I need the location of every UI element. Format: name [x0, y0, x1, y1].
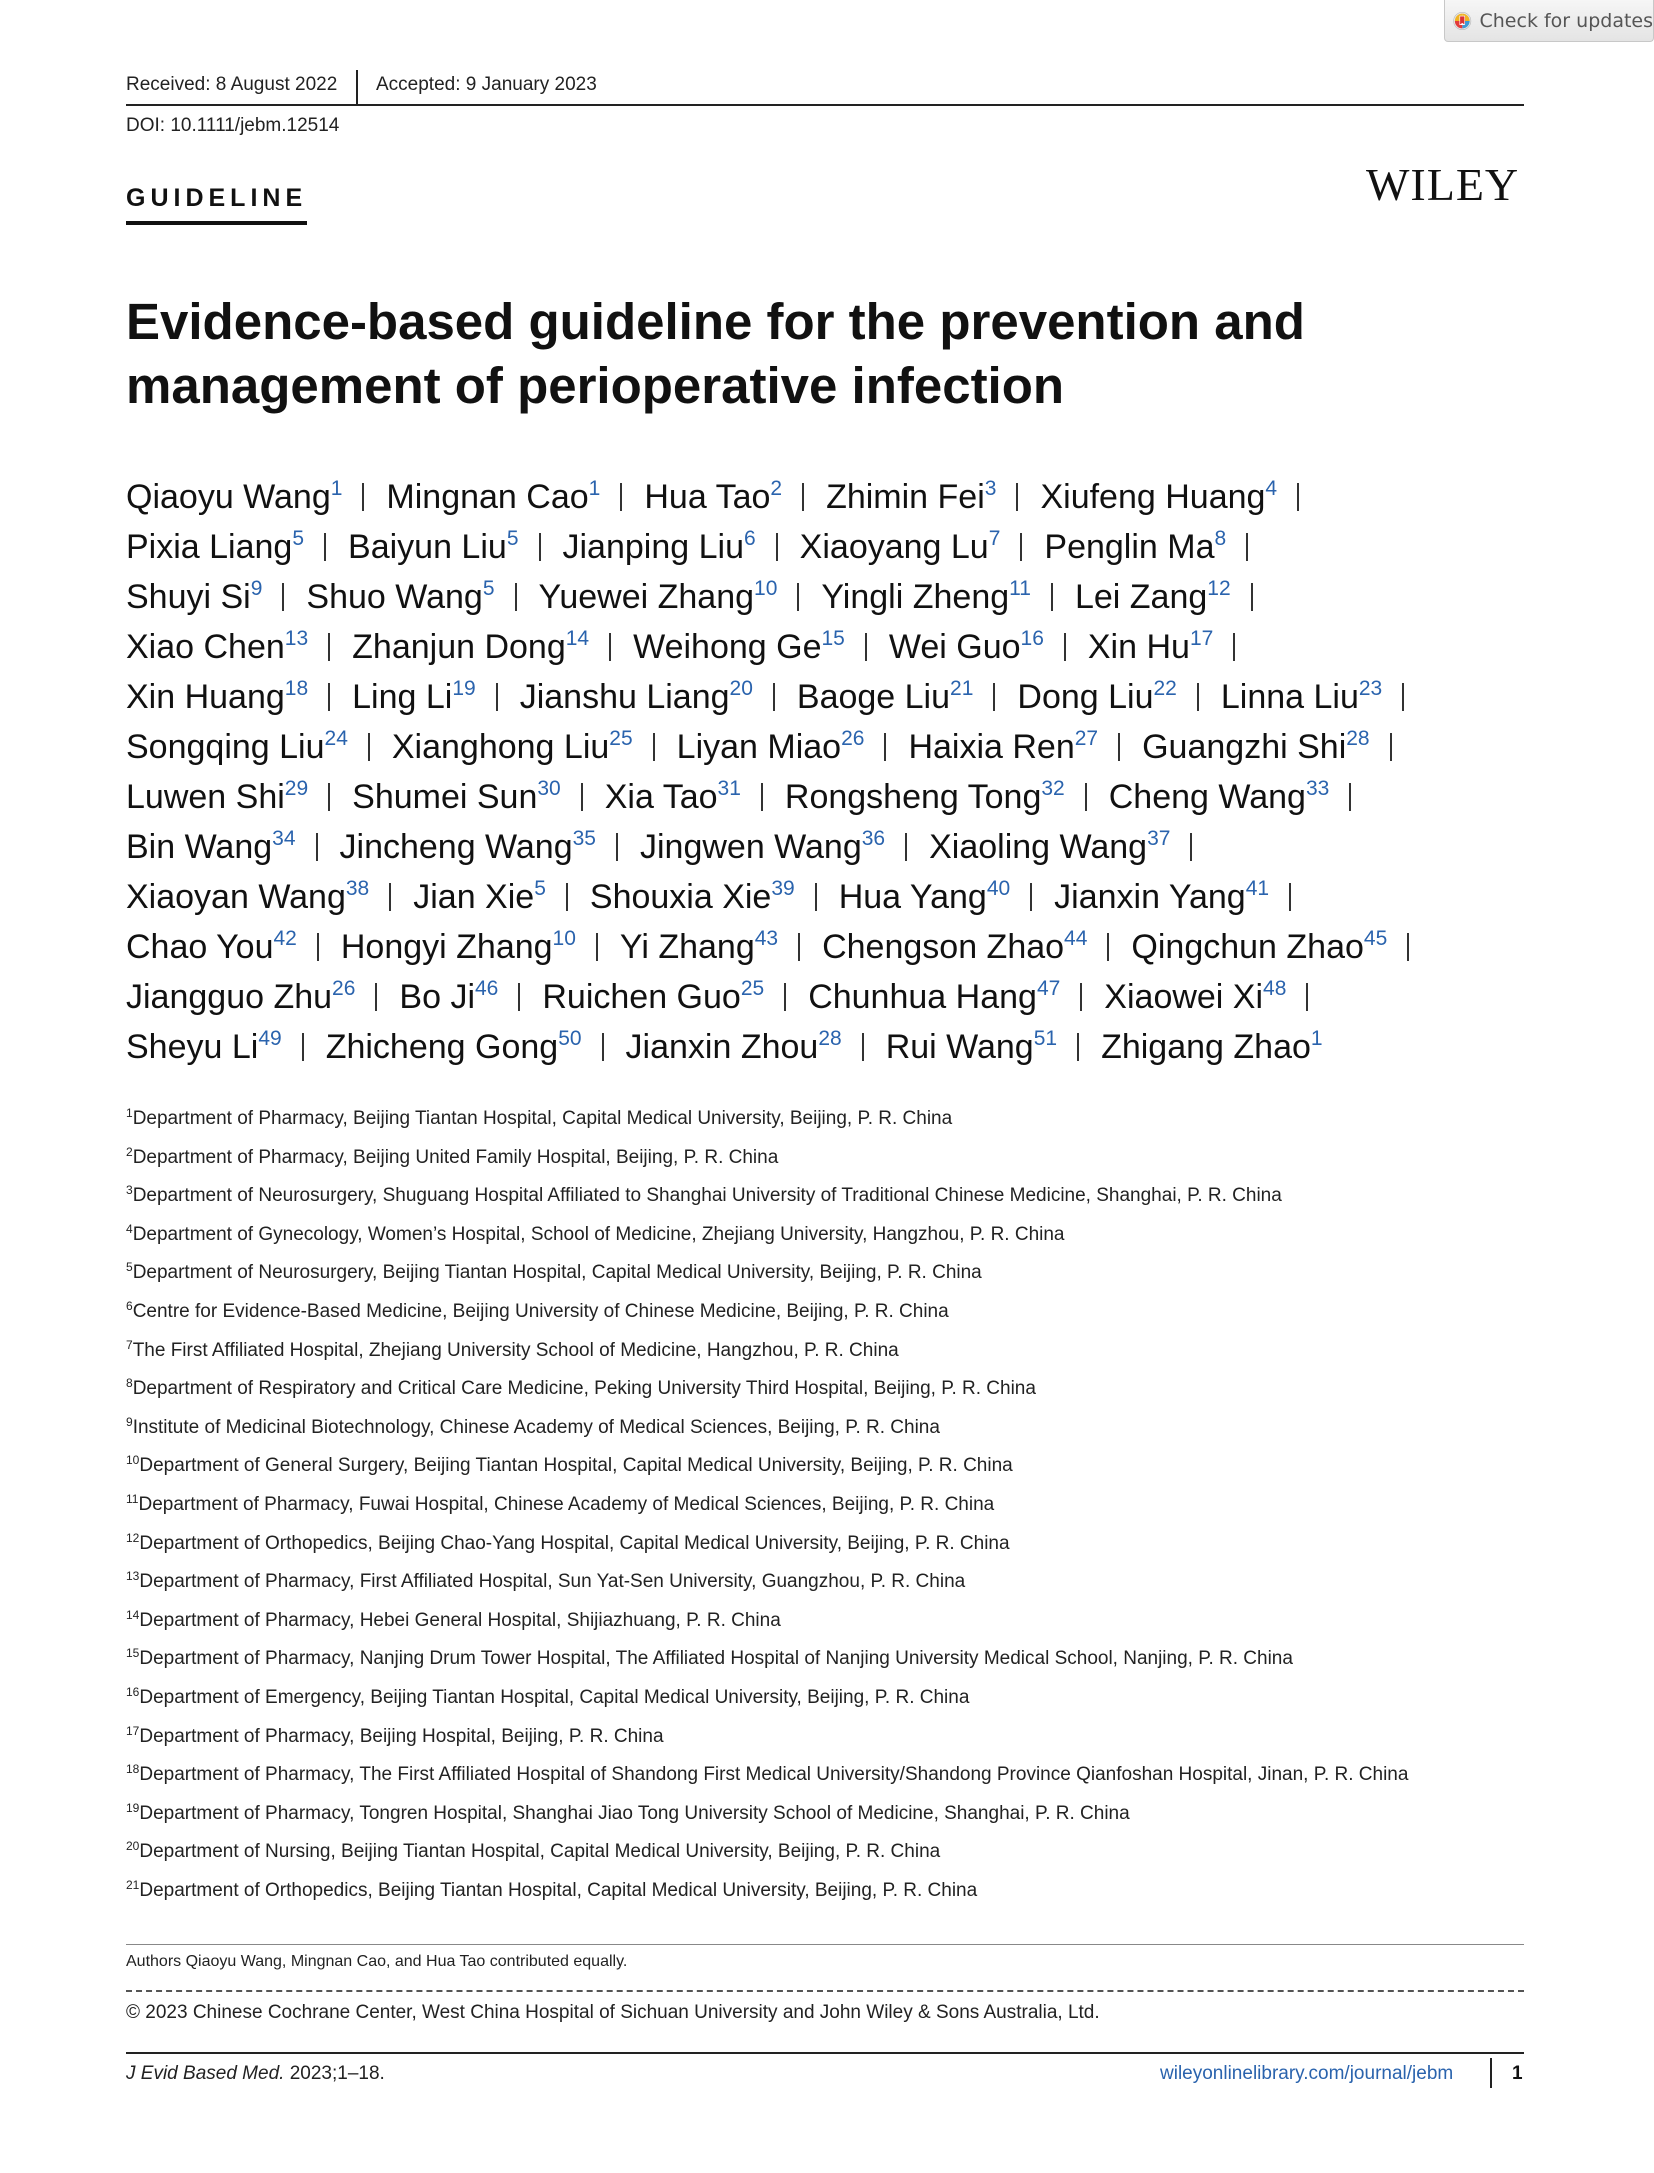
author-separator	[862, 1033, 864, 1061]
author-separator	[1077, 1033, 1079, 1061]
author-separator	[1251, 583, 1253, 611]
author-line	[126, 522, 1546, 572]
affiliation-link[interactable]: 39	[771, 877, 795, 900]
author-name[interactable]: Hongyi Zhang	[340, 928, 553, 966]
affiliation-number: 11	[126, 1491, 139, 1506]
author-separator	[282, 583, 284, 611]
author-separator	[316, 833, 318, 861]
author-name[interactable]: Rui Wang	[885, 1028, 1034, 1066]
accepted-date: Accepted: 9 January 2023	[376, 74, 597, 95]
author-name[interactable]: Chunhua Hang	[808, 978, 1037, 1016]
author-separator	[515, 583, 517, 611]
crossmark-icon	[1453, 6, 1472, 36]
affiliation-text: Centre for Evidence-Based Medicine, Beijing University of Chinese Medicine, Beijing, P. R. China	[132, 1300, 949, 1322]
article-type-label: GUIDELINE	[126, 184, 307, 225]
author-separator	[566, 883, 568, 911]
affiliation-link[interactable]: 5	[292, 527, 305, 550]
author-name[interactable]: Liyan Miao	[676, 728, 842, 766]
author-name[interactable]: Qiaoyu Wang	[126, 478, 331, 516]
affiliation-link[interactable]: 1	[330, 477, 343, 500]
author-name[interactable]: Xiaowei Xi	[1104, 978, 1264, 1016]
author-separator	[302, 1033, 304, 1061]
author-name[interactable]: Hua Yang	[838, 878, 987, 916]
author-name[interactable]: Ling Li	[352, 678, 453, 716]
author-separator	[802, 483, 804, 511]
author-name[interactable]: Jianxin Zhou	[625, 1028, 819, 1066]
affiliation-link[interactable]: 40	[986, 877, 1011, 900]
affiliation-number: 1	[126, 1106, 133, 1120]
affiliation-number: 20	[126, 1839, 140, 1854]
author-separator	[1407, 933, 1409, 961]
author-name[interactable]: Jingwen Wang	[639, 828, 862, 866]
affiliation-item	[126, 1876, 1546, 1915]
author-separator	[609, 633, 611, 661]
author-separator	[389, 883, 391, 911]
affiliation-link[interactable]: 30	[537, 777, 561, 800]
affiliation-item	[126, 1606, 1546, 1645]
affiliation-link[interactable]: 8	[1214, 527, 1227, 550]
author-name[interactable]: Bin Wang	[126, 828, 273, 866]
affiliation-link[interactable]: 5	[506, 527, 519, 550]
affiliation-number: 8	[126, 1376, 133, 1391]
author-separator	[865, 633, 867, 661]
author-separator	[1390, 733, 1392, 761]
page-number: 1	[1512, 2063, 1523, 2084]
affiliation-number: 21	[126, 1877, 140, 1892]
author-line	[126, 872, 1546, 922]
affiliation-item	[126, 1799, 1546, 1838]
affiliation-link[interactable]: 25	[740, 977, 765, 1000]
author-separator	[1349, 783, 1351, 811]
author-name[interactable]: Baiyun Liu	[348, 528, 507, 566]
affiliation-link[interactable]: 27	[1074, 727, 1099, 750]
author-separator	[1107, 933, 1109, 961]
affiliation-link[interactable]: 24	[324, 727, 348, 750]
author-name[interactable]: Xin Huang	[126, 678, 285, 716]
author-line	[126, 972, 1546, 1022]
author-separator	[518, 983, 520, 1011]
affiliation-link[interactable]: 32	[1041, 777, 1065, 800]
author-separator	[1118, 733, 1120, 761]
footer-separator	[1490, 2058, 1492, 2088]
affiliation-text: Department of Gynecology, Women’s Hospital, School of Medicine, Zhejiang University, Hangzhou, P. R. China	[132, 1223, 1065, 1245]
page-footer-divider	[126, 2052, 1524, 2054]
copyright-notice: © 2023 Chinese Cochrane Center, West China Hospital of Sichuan University and John Wiley & Sons Australia, Ltd.	[126, 2002, 1100, 2023]
author-name[interactable]: Wei Guo	[888, 628, 1021, 666]
affiliation-item	[126, 1760, 1546, 1799]
affiliation-number: 5	[126, 1260, 133, 1275]
author-separator	[328, 783, 330, 811]
affiliation-text: Department of Orthopedics, Beijing Tiantan Hospital, Capital Medical University, Beijing, P. R. China	[139, 1879, 978, 1901]
author-separator	[328, 633, 330, 661]
publisher-logo: WILEY	[1366, 159, 1520, 210]
author-separator	[1016, 483, 1018, 511]
affiliation-text: Department of Pharmacy, First Affiliated Hospital, Sun Yat-Sen University, Guangzhou, P. R. China	[139, 1571, 966, 1593]
author-name[interactable]: Jiangguo Zhu	[126, 978, 333, 1016]
affiliation-number: 13	[126, 1569, 140, 1584]
affiliation-link[interactable]: 23	[1358, 677, 1383, 700]
author-name[interactable]: Cheng Wang	[1108, 778, 1306, 816]
author-name[interactable]: Jianping Liu	[562, 528, 744, 566]
affiliation-link[interactable]: 6	[743, 527, 756, 550]
author-name[interactable]: Baoge Liu	[796, 678, 951, 716]
author-name[interactable]: Xianghong Liu	[391, 728, 610, 766]
affiliation-link[interactable]: 12	[1207, 577, 1231, 600]
author-name[interactable]: Xia Tao	[604, 778, 718, 816]
affiliation-link[interactable]: 38	[345, 877, 370, 900]
author-separator	[375, 983, 377, 1011]
check-for-updates-button[interactable]	[1444, 0, 1654, 42]
affiliation-link[interactable]: 28	[818, 1027, 842, 1050]
author-name[interactable]: Zhanjun Dong	[352, 628, 566, 666]
check-for-updates-label: Check for updates	[1479, 9, 1653, 32]
author-separator	[784, 983, 786, 1011]
affiliation-link[interactable]: 20	[729, 677, 753, 700]
author-separator	[773, 683, 775, 711]
author-name[interactable]: Xiao Chen	[126, 628, 285, 666]
author-line	[126, 572, 1546, 622]
affiliation-item	[126, 1837, 1546, 1876]
affiliation-link[interactable]: 29	[284, 777, 309, 800]
affiliation-link[interactable]: 10	[552, 927, 576, 950]
contribution-note: Authors Qiaoyu Wang, Mingnan Cao, and Hua Tao contributed equally.	[126, 1953, 628, 1970]
author-separator	[368, 733, 370, 761]
affiliation-link[interactable]: 26	[332, 977, 356, 1000]
affiliation-item	[126, 1374, 1546, 1413]
affiliation-number: 14	[126, 1607, 140, 1622]
affiliation-text: Department of Pharmacy, Beijing Hospital, Beijing, P. R. China	[139, 1725, 664, 1747]
author-name[interactable]: Haixia Ren	[908, 728, 1075, 766]
author-separator	[596, 933, 598, 961]
author-name[interactable]: Zhicheng Gong	[325, 1028, 559, 1066]
author-separator	[905, 833, 907, 861]
affiliation-link[interactable]: 43	[754, 927, 779, 950]
author-separator	[797, 583, 799, 611]
affiliation-text: Department of Emergency, Beijing Tiantan Hospital, Capital Medical University, Beijing, P. R. China	[139, 1686, 970, 1708]
affiliation-link[interactable]: 42	[273, 927, 297, 950]
author-name[interactable]: Shuo Wang	[306, 578, 483, 616]
author-name[interactable]: Xiaoling Wang	[929, 828, 1148, 866]
affiliation-item	[126, 1451, 1546, 1490]
author-line	[126, 622, 1546, 672]
affiliation-link[interactable]: 46	[475, 977, 499, 1000]
affiliation-link[interactable]: 47	[1036, 977, 1061, 1000]
affiliation-number: 7	[126, 1337, 133, 1352]
author-name[interactable]: Bo Ji	[399, 978, 475, 1016]
author-name[interactable]: Xin Hu	[1087, 628, 1190, 666]
affiliation-link[interactable]: 9	[250, 577, 263, 600]
author-separator	[496, 683, 498, 711]
author-name[interactable]: Qingchun Zhao	[1131, 928, 1364, 966]
author-name[interactable]: Hua Tao	[644, 478, 771, 516]
affiliation-number: 2	[126, 1144, 133, 1159]
affiliation-number: 4	[126, 1221, 133, 1236]
affiliation-link[interactable]: 17	[1189, 627, 1214, 650]
author-separator	[1051, 583, 1053, 611]
affiliation-number: 10	[126, 1453, 140, 1468]
author-separator	[362, 483, 364, 511]
affiliation-item	[126, 1644, 1546, 1683]
affiliation-text: Department of Pharmacy, Beijing United Family Hospital, Beijing, P. R. China	[132, 1146, 779, 1168]
affiliation-link[interactable]: 33	[1305, 777, 1330, 800]
author-name[interactable]: Jian Xie	[413, 878, 535, 916]
affiliation-number: 19	[126, 1800, 140, 1815]
author-separator	[539, 533, 541, 561]
author-name[interactable]: Luwen Shi	[126, 778, 285, 816]
affiliation-item	[126, 1336, 1546, 1375]
affiliation-text: Department of Neurosurgery, Beijing Tiantan Hospital, Capital Medical University, Beijing, P. R. China	[132, 1262, 982, 1284]
author-line	[126, 722, 1546, 772]
affiliation-link[interactable]: 34	[272, 827, 296, 850]
affiliation-item	[126, 1220, 1546, 1259]
author-separator	[884, 733, 886, 761]
affiliation-text: Department of General Surgery, Beijing Tiantan Hospital, Capital Medical University, Beijing, P. R. China	[139, 1455, 1013, 1477]
author-separator	[798, 933, 800, 961]
author-name[interactable]: Pixia Liang	[126, 528, 293, 566]
author-name[interactable]: Jianshu Liang	[519, 678, 730, 716]
affiliation-item	[126, 1529, 1546, 1568]
affiliation-item	[126, 1722, 1546, 1761]
journal-name: J Evid Based Med.	[126, 2063, 285, 2084]
affiliation-text: Department of Pharmacy, Hebei General Hospital, Shijiazhuang, P. R. China	[139, 1609, 781, 1631]
affiliation-link[interactable]: 50	[558, 1027, 582, 1050]
dates-divider	[356, 70, 358, 106]
author-separator	[1306, 983, 1308, 1011]
affiliation-link[interactable]: 3	[984, 477, 997, 500]
affiliation-item	[126, 1683, 1546, 1722]
author-separator	[1085, 783, 1087, 811]
affiliation-number: 16	[126, 1684, 140, 1699]
author-line	[126, 1022, 1546, 1072]
affiliation-link[interactable]: 37	[1147, 827, 1171, 850]
author-separator	[993, 683, 995, 711]
author-name[interactable]: Yingli Zheng	[821, 578, 1010, 616]
affiliation-text: Department of Pharmacy, Nanjing Drum Tower Hospital, The Affiliated Hospital of Nanjing University Medical School, Nanjing, P. R. China	[139, 1648, 1293, 1670]
author-name[interactable]: Jincheng Wang	[339, 828, 573, 866]
author-name[interactable]: Lei Zang	[1074, 578, 1208, 616]
received-date: Received: 8 August 2022	[126, 74, 338, 95]
author-name[interactable]: Shumei Sun	[352, 778, 538, 816]
affiliation-link[interactable]: 16	[1020, 627, 1044, 650]
affiliation-link[interactable]: 49	[258, 1027, 282, 1050]
affiliation-text: Department of Respiratory and Critical Care Medicine, Peking University Third Hospital, Beijing, P. R. China	[132, 1378, 1036, 1400]
affiliation-item	[126, 1181, 1546, 1220]
affiliation-number: 12	[126, 1530, 140, 1545]
affiliation-text: Department of Pharmacy, Fuwai Hospital, Chinese Academy of Medical Sciences, Beijing, P. R. China	[138, 1493, 995, 1515]
affiliation-link[interactable]: 13	[284, 627, 309, 650]
affiliation-link[interactable]: 10	[754, 577, 778, 600]
affiliation-link[interactable]: 28	[1346, 727, 1370, 750]
copyright-divider	[126, 1990, 1524, 1992]
affiliation-link[interactable]: 31	[717, 777, 741, 800]
author-line	[126, 822, 1546, 872]
author-separator	[815, 883, 817, 911]
affiliation-link[interactable]: 18	[284, 677, 309, 700]
affiliation-link[interactable]: 35	[572, 827, 596, 850]
author-separator	[620, 483, 622, 511]
author-name[interactable]: Linna Liu	[1220, 678, 1359, 716]
affiliation-list	[126, 1104, 1546, 1914]
affiliation-number: 6	[126, 1298, 133, 1313]
author-name[interactable]: Dong Liu	[1017, 678, 1154, 716]
author-separator	[1190, 833, 1192, 861]
author-separator	[602, 1033, 604, 1061]
author-separator	[653, 733, 655, 761]
affiliation-link[interactable]: 51	[1033, 1027, 1058, 1050]
affiliation-link[interactable]: 21	[950, 677, 974, 700]
affiliation-link[interactable]: 4	[1265, 477, 1278, 500]
author-name[interactable]: Weihong Ge	[633, 628, 822, 666]
affiliation-item	[126, 1297, 1546, 1336]
author-name[interactable]: Shouxia Xie	[589, 878, 772, 916]
author-separator	[1030, 883, 1032, 911]
affiliation-link[interactable]: 1	[588, 477, 601, 500]
affiliation-link[interactable]: 25	[609, 727, 633, 750]
author-line	[126, 772, 1546, 822]
affiliation-link[interactable]: 26	[841, 727, 865, 750]
author-name[interactable]: Rongsheng Tong	[784, 778, 1042, 816]
affiliation-number: 18	[126, 1762, 140, 1777]
author-name[interactable]: Zhimin Fei	[826, 478, 985, 516]
affiliation-text: Department of Nursing, Beijing Tiantan Hospital, Capital Medical University, Beijing, P. R. China	[139, 1841, 941, 1863]
affiliation-link[interactable]: 48	[1263, 977, 1287, 1000]
author-name[interactable]: Xiaoyang Lu	[799, 528, 989, 566]
author-separator	[1080, 983, 1082, 1011]
affiliation-item	[126, 1143, 1546, 1182]
journal-link[interactable]: wileyonlinelibrary.com/journal/jebm	[1160, 2063, 1454, 2084]
author-name[interactable]: Penglin Ma	[1044, 528, 1215, 566]
affiliation-text: Department of Orthopedics, Beijing Chao-Yang Hospital, Capital Medical University, Beijing, P. R. China	[139, 1532, 1010, 1554]
author-separator	[776, 533, 778, 561]
author-separator	[324, 533, 326, 561]
affiliation-item	[126, 1490, 1546, 1529]
affiliation-link[interactable]: 7	[988, 527, 1001, 550]
author-line	[126, 472, 1546, 522]
affiliation-link[interactable]: 11	[1009, 577, 1031, 600]
affiliation-text: Department of Pharmacy, Beijing Tiantan Hospital, Capital Medical University, Beijing, P. R. China	[132, 1108, 953, 1129]
affiliation-text: Department of Neurosurgery, Shuguang Hospital Affiliated to Shanghai University of Traditional Chinese Medicine, Shanghai, P. R. China	[132, 1185, 1282, 1207]
affiliation-item	[126, 1258, 1546, 1297]
author-separator	[1402, 683, 1404, 711]
affiliation-number: 9	[126, 1414, 133, 1429]
author-name[interactable]: Chengson Zhao	[822, 928, 1065, 966]
affiliation-text: Department of Pharmacy, Tongren Hospital, Shanghai Jiao Tong University School of Medicine, Shanghai, P. R. China	[139, 1802, 1130, 1824]
author-name[interactable]: Yuewei Zhang	[538, 578, 755, 616]
author-separator	[1233, 633, 1235, 661]
author-separator	[616, 833, 618, 861]
affiliation-number: 15	[126, 1646, 140, 1661]
affiliation-item	[126, 1104, 1546, 1143]
author-separator	[1197, 683, 1199, 711]
doi[interactable]: DOI: 10.1111/jebm.12514	[126, 115, 340, 136]
author-name[interactable]: Xiaoyan Wang	[126, 878, 346, 916]
affiliation-link[interactable]: 5	[534, 877, 546, 900]
affiliation-link[interactable]: 41	[1245, 877, 1270, 900]
author-separator	[1020, 533, 1022, 561]
affiliation-link[interactable]: 15	[821, 627, 845, 650]
affiliation-text: The First Affiliated Hospital, Zhejiang University School of Medicine, Hangzhou, P. R. China	[132, 1339, 899, 1361]
affiliation-number: 17	[126, 1723, 140, 1738]
affiliation-link[interactable]: 14	[565, 627, 590, 650]
affiliation-link[interactable]: 45	[1363, 927, 1388, 950]
author-line	[126, 922, 1546, 972]
affiliation-text: Institute of Medicinal Biotechnology, Chinese Academy of Medical Sciences, Beijing, P. R. China	[132, 1416, 940, 1438]
author-separator	[1289, 883, 1291, 911]
affiliation-link[interactable]: 36	[861, 827, 886, 850]
author-separator	[1297, 483, 1299, 511]
author-name[interactable]: Sheyu Li	[126, 1028, 259, 1066]
author-name[interactable]: Xiufeng Huang	[1040, 478, 1266, 516]
author-separator	[1246, 533, 1248, 561]
author-name[interactable]: Jianxin Yang	[1054, 878, 1246, 916]
affiliation-link[interactable]: 5	[482, 577, 495, 600]
article-title: Evidence-based guideline for the prevention and management of perioperative infection	[126, 293, 1305, 414]
journal-citation	[126, 2063, 385, 2085]
footnote-divider	[126, 1944, 1524, 1945]
author-name[interactable]: Guangzhi Shi	[1142, 728, 1347, 766]
author-name[interactable]: Zhigang Zhao	[1101, 1028, 1311, 1066]
affiliation-link[interactable]: 1	[1310, 1027, 1323, 1050]
affiliation-text: Department of Pharmacy, The First Affiliated Hospital of Shandong First Medical University/Shandong Province Qianfoshan Hospital, Jinan, P. R. China	[139, 1764, 1409, 1786]
author-separator	[1064, 633, 1066, 661]
affiliation-number: 3	[126, 1183, 133, 1198]
affiliation-link[interactable]: 44	[1064, 927, 1088, 950]
author-name[interactable]: Chao You	[126, 928, 274, 966]
author-list	[126, 472, 1546, 1072]
author-line	[126, 672, 1546, 722]
author-separator	[328, 683, 330, 711]
dates-row	[126, 70, 1524, 106]
affiliation-link[interactable]: 19	[452, 677, 476, 700]
author-name[interactable]: Shuyi Si	[126, 578, 251, 616]
affiliation-item	[126, 1413, 1546, 1452]
affiliation-link[interactable]: 2	[770, 477, 783, 500]
author-name[interactable]: Yi Zhang	[619, 928, 755, 966]
author-name[interactable]: Mingnan Cao	[386, 478, 589, 516]
author-separator	[317, 933, 319, 961]
author-separator	[581, 783, 583, 811]
author-separator	[761, 783, 763, 811]
author-name[interactable]: Ruichen Guo	[542, 978, 741, 1016]
journal-volume: 2023;1–18.	[289, 2063, 385, 2084]
affiliation-link[interactable]: 22	[1153, 677, 1177, 700]
author-name[interactable]: Songqing Liu	[126, 728, 325, 766]
affiliation-item	[126, 1567, 1546, 1606]
